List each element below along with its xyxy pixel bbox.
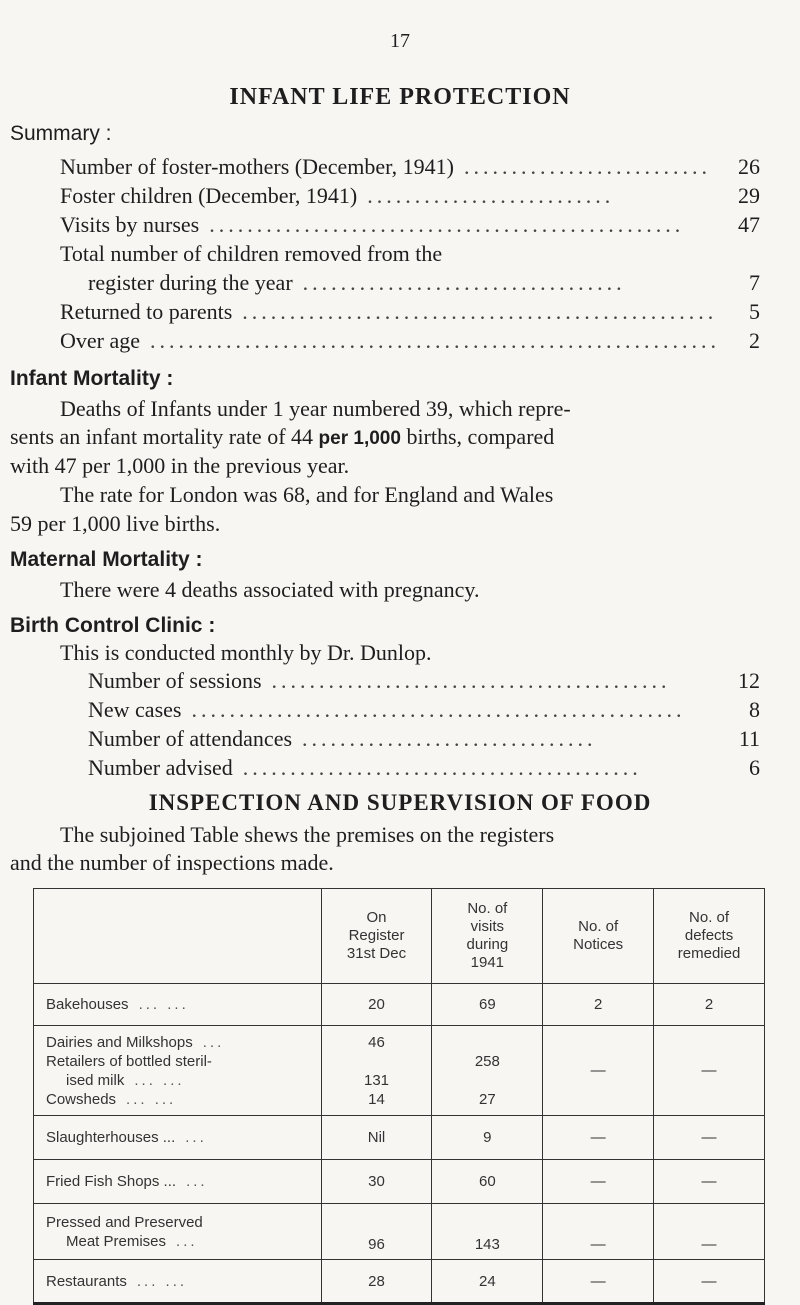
infant-mortality-text: 59 per 1,000 live births. [10, 511, 221, 536]
maternal-mortality-heading: Maternal Mortality : [10, 548, 203, 571]
summary-value: 26 [738, 154, 760, 179]
row-label: Restaurants ... ... [34, 1260, 322, 1304]
cell-visits: 9 [432, 1116, 543, 1160]
summary-value: 47 [738, 212, 760, 237]
clinic-label: Number advised [88, 755, 233, 780]
clinic-value: 12 [738, 668, 760, 693]
summary-row: Visits by nurses .................................................. 47 [60, 212, 760, 237]
row-label: Slaughterhouses ... ... [34, 1116, 322, 1160]
row-label: Dairies and Milkshops ... Retailers of bottled steril- ised milk ... ... Cowsheds ... ... [34, 1026, 322, 1116]
cell-visits: 258 27 [432, 1026, 543, 1116]
cell-visits: 143 [432, 1204, 543, 1260]
cell-remedied: — [654, 1204, 765, 1260]
table-row [34, 1160, 765, 1204]
clinic-value: 6 [749, 755, 760, 780]
cell-register: 30 [321, 1160, 432, 1204]
clinic-label: Number of attendances [88, 726, 293, 751]
cell-notices: 2 [543, 984, 654, 1026]
maternal-mortality-text: There were 4 deaths associated with pregnancy. [60, 577, 480, 602]
table-row [34, 1204, 765, 1260]
summary-label: Total number of children removed from the [60, 241, 443, 266]
cell-register: 96 [321, 1204, 432, 1260]
cell-remedied: — [654, 1160, 765, 1204]
header-notices: No. of Notices [543, 889, 654, 984]
summary-heading: Summary : [10, 122, 112, 145]
clinic-value: 8 [749, 697, 760, 722]
infant-mortality-text: with 47 per 1,000 in the previous year. [10, 453, 350, 478]
inspection-table [33, 888, 765, 1305]
page-number: 17 [390, 30, 410, 52]
cell-remedied: — [654, 1026, 765, 1116]
row-label: Pressed and Preserved Meat Premises ... [34, 1204, 322, 1260]
section-title-infant-life: INFANT LIFE PROTECTION [229, 84, 571, 110]
summary-value: 5 [749, 299, 760, 324]
table-row [34, 1026, 765, 1116]
row-label: Bakehouses ... ... [34, 984, 322, 1026]
table-header-row [34, 889, 765, 984]
clinic-row: New cases .................................................... 8 [88, 697, 760, 722]
food-intro-text: The subjoined Table shews the premises on the registers [60, 822, 555, 847]
clinic-label: New cases [88, 697, 182, 722]
summary-row: Over age ............................................................ 2 [60, 328, 760, 353]
infant-mortality-text-part: sents an infant mortality rate of 44 [10, 424, 319, 449]
cell-visits: 24 [432, 1260, 543, 1304]
summary-label: Over age [60, 328, 141, 353]
summary-label: register during the year [88, 270, 293, 295]
cell-notices: — [543, 1204, 654, 1260]
cell-visits: 60 [432, 1160, 543, 1204]
clinic-value: 11 [738, 726, 760, 751]
clinic-row: Number advised .......................................... 6 [88, 755, 760, 780]
cell-notices: — [543, 1160, 654, 1204]
summary-label: Number of foster-mothers (December, 1941) [60, 154, 454, 179]
cell-register: 20 [321, 984, 432, 1026]
cell-visits: 69 [432, 984, 543, 1026]
clinic-label: Number of sessions [88, 668, 262, 693]
infant-mortality-text: The rate for London was 68, and for England and Wales [60, 482, 554, 507]
summary-value: 29 [738, 183, 760, 208]
header-defects-remedied: No. of defects remedied [654, 889, 765, 984]
clinic-row: Number of attendances ............................... 11 [88, 726, 760, 751]
cell-register: 46 131 14 [321, 1026, 432, 1116]
food-inspection-title: INSPECTION AND SUPERVISION OF FOOD [148, 790, 652, 815]
summary-row: Returned to parents .................................................. 5 [60, 299, 760, 324]
cell-notices: — [543, 1260, 654, 1304]
summary-value: 7 [749, 270, 760, 295]
infant-mortality-text-part: births, compared [400, 424, 555, 449]
summary-label: Returned to parents [60, 299, 233, 324]
summary-row: register during the year .................................. 7 [88, 270, 760, 295]
cell-notices: — [543, 1116, 654, 1160]
table-row [34, 984, 765, 1026]
infant-mortality-rate: per 1,000 [318, 428, 401, 449]
cell-remedied: — [654, 1260, 765, 1304]
infant-mortality-heading: Infant Mortality : [10, 367, 174, 390]
summary-row: Number of foster-mothers (December, 1941) .......................... 26 [60, 154, 760, 179]
cell-register: 28 [321, 1260, 432, 1304]
infant-mortality-text [10, 424, 554, 450]
food-intro-text: and the number of inspections made. [10, 850, 334, 875]
cell-notices: — [543, 1026, 654, 1116]
birth-control-heading: Birth Control Clinic : [10, 614, 216, 637]
row-label: Fried Fish Shops ... ... [34, 1160, 322, 1204]
table-row [34, 1260, 765, 1304]
cell-register: Nil [321, 1116, 432, 1160]
infant-mortality-text: Deaths of Infants under 1 year numbered 39, which repre- [60, 396, 571, 421]
header-on-register: On Register 31st Dec [321, 889, 432, 984]
clinic-row: Number of sessions .......................................... 12 [88, 668, 760, 693]
header-visits: No. of visits during 1941 [432, 889, 543, 984]
table-header-empty [34, 889, 322, 984]
summary-row: Foster children (December, 1941) .......................... 29 [60, 183, 760, 208]
summary-label: Visits by nurses [60, 212, 200, 237]
summary-value: 2 [749, 328, 760, 353]
summary-label: Foster children (December, 1941) [60, 183, 358, 208]
birth-control-intro: This is conducted monthly by Dr. Dunlop. [60, 640, 432, 665]
cell-remedied: — [654, 1116, 765, 1160]
cell-remedied: 2 [654, 984, 765, 1026]
table-row [34, 1116, 765, 1160]
